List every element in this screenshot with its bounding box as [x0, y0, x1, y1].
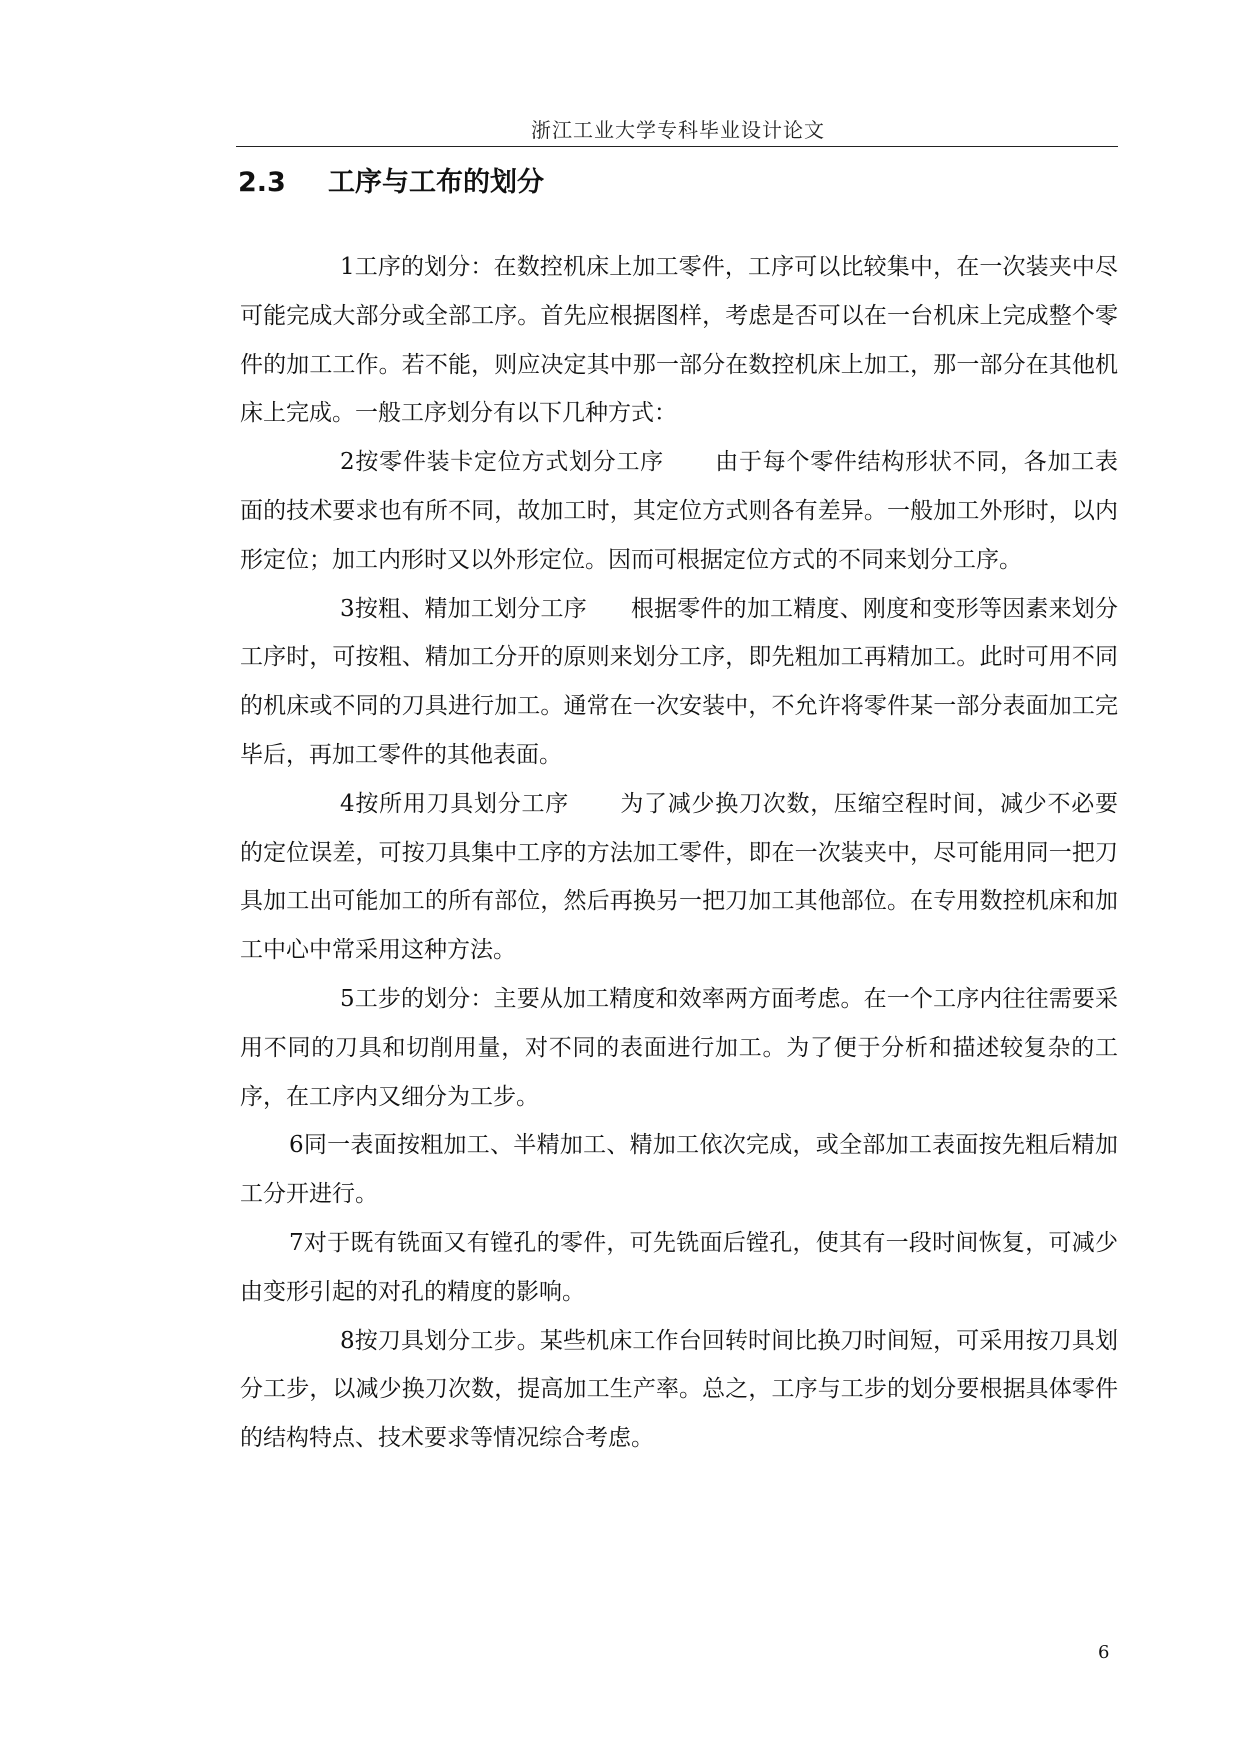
paragraph-text: 由于每个零件结构形状不同，各加工表面的技术要求也有所不同，故加工时，其定位方式则各有差异。一般加工外形时，以内形定位；加工内形时又以外形定位。因而可根据定位方式的不同来划分工序。 [240, 449, 1118, 573]
paragraph-lead: 3按粗、精加工划分工序 [340, 595, 587, 622]
paragraph-text: 为了减少换刀次数，压缩空程时间，减少不必要的定位误差，可按刀具集中工序的方法加工零件，即在一次装夹中，尽可能用同一把刀具加工出可能加工的所有部位，然后再换另一把刀加工其他部位。在专用数控机床和加工中心中常采用这种方法。 [240, 790, 1118, 964]
paragraph [240, 975, 1118, 1121]
paragraph-text: 8按刀具划分工步。某些机床工作台回转时间比换刀时间短，可采用按刀具划分工步，以减少换刀次数，提高加工生产率。总之，工序与工步的划分要根据具体零件的结构特点、技术要求等情况综合考虑。 [240, 1327, 1118, 1452]
paragraph-text: 6同一表面按粗加工、半精加工、精加工依次完成，或全部加工表面按先粗后精加工分开进行。 [240, 1132, 1118, 1208]
paragraph-text: 1工序的划分：在数控机床上加工零件，工序可以比较集中，在一次装夹中尽可能完成大部分或全部工序。首先应根据图样，考虑是否可以在一台机床上完成整个零件的加工工作。若不能，则应决定其中那一部分在数控机床上加工，那一部分在其他机床上完成。一般工序划分有以下几种方式： [240, 254, 1118, 427]
paragraph-text: 7对于既有铣面又有镗孔的零件，可先铣面后镗孔，使其有一段时间恢复，可减少由变形引起的对孔的精度的影响。 [240, 1229, 1118, 1305]
paragraph [240, 585, 1118, 780]
paragraph [240, 243, 1118, 438]
paragraph-lead: 4按所用刀具划分工序 [340, 790, 569, 817]
paragraph [240, 1121, 1118, 1219]
section-heading [238, 160, 544, 199]
paragraph-text: 根据零件的加工精度、刚度和变形等因素来划分工序时，可按粗、精加工分开的原则来划分工序，即先粗加工再精加工。此时可用不同的机床或不同的刀具进行加工。通常在一次安装中，不允许将零件某一部分表面加工完毕后，再加工零件的其他表面。 [240, 595, 1119, 768]
running-header: 浙江工业大学专科毕业设计论文 [531, 118, 825, 142]
section-number: 2.3 [238, 167, 286, 198]
body-text [240, 243, 1118, 1463]
paragraph [240, 438, 1118, 584]
section-title-text: 工序与工布的划分 [328, 167, 544, 198]
paragraph-lead: 2按零件装卡定位方式划分工序 [340, 449, 664, 476]
paragraph [240, 780, 1118, 975]
paragraph [240, 1219, 1118, 1317]
paragraph-text: 5工步的划分：主要从加工精度和效率两方面考虑。在一个工序内往往需要采用不同的刀具和切削用量，对不同的表面进行加工。为了便于分析和描述较复杂的工序，在工序内又细分为工步。 [240, 985, 1118, 1110]
page-number: 6 [1098, 1642, 1110, 1663]
header-divider [236, 146, 1118, 147]
paragraph [240, 1317, 1118, 1463]
